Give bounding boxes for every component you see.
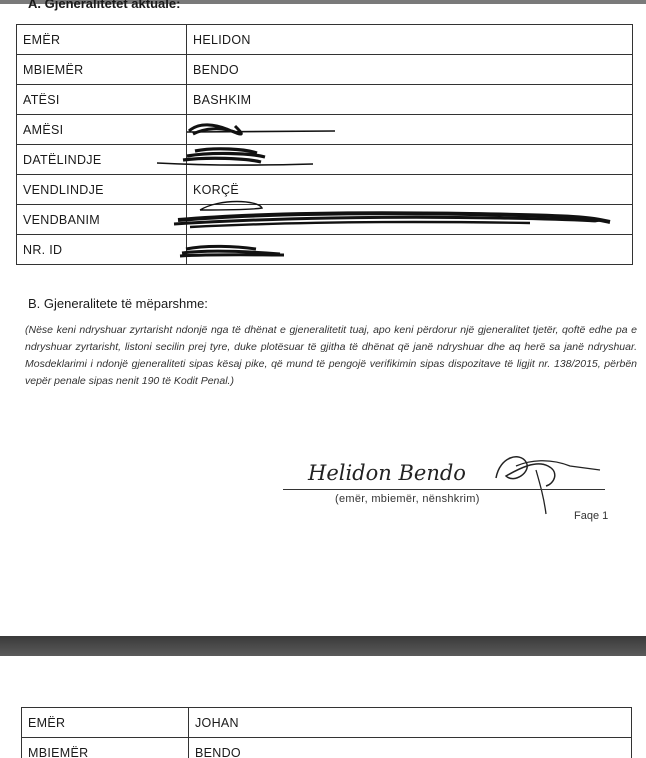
- row-label: MBIEMËR: [17, 55, 187, 85]
- row-label: ATËSI: [17, 85, 187, 115]
- row-label: VENDLINDJE: [17, 175, 187, 205]
- table-row: [17, 85, 633, 115]
- redaction-scribble-mother-name: [185, 118, 345, 142]
- redaction-scribble-residence: [170, 196, 620, 236]
- section-a-title: A. Gjeneralitetet aktuale:: [28, 0, 181, 11]
- table-row: [22, 738, 632, 758]
- row-value: BENDO: [189, 738, 632, 758]
- handwritten-signature: [300, 448, 610, 520]
- previous-generalities-table: [21, 707, 632, 758]
- row-label: MBIEMËR: [22, 738, 189, 758]
- row-value: KORÇË: [187, 175, 633, 205]
- row-label: VENDBANIM: [17, 205, 187, 235]
- instruction-note: (Nëse keni ndryshuar zyrtarisht ndonjë nga të dhënat e gjeneralitetit tuaj, apo keni përdorur një gjeneralitet tjetër, qoftë edhe pa e ndryshuar zyrtarisht, listoni secilin prej tyre, duke plotësuar të gjitha të dhënat që janë ndryshuar dhe aq herë sa janë ndryshuar. Mosdeklarimi i ndonjë gjeneraliteti sipas kësaj pike, që mund të pengojë verifikimin sipas dispozitave të ligjit nr. 138/2015, përbën vepër penale sipas nenit 190 të Kodit Penal.): [25, 324, 637, 387]
- table-row: [17, 55, 633, 85]
- row-value: JOHAN: [189, 708, 632, 738]
- row-label: EMËR: [17, 25, 187, 55]
- redaction-scribble-id-number: [176, 241, 296, 263]
- row-label: NR. ID: [17, 235, 187, 265]
- table-row: [22, 708, 632, 738]
- table-row: [17, 25, 633, 55]
- row-value: BENDO: [187, 55, 633, 85]
- row-label: AMËSI: [17, 115, 187, 145]
- row-value: HELIDON: [187, 25, 633, 55]
- row-value: BASHKIM: [187, 85, 633, 115]
- page-number: Faqe 1: [574, 510, 609, 522]
- document-page-2: [0, 656, 646, 758]
- row-label: EMËR: [22, 708, 189, 738]
- signature-text: Helidon Bendo: [308, 461, 466, 485]
- signature-line: [283, 489, 605, 490]
- signature-image: [307, 461, 466, 485]
- row-label: DATËLINDJE: [17, 145, 187, 175]
- signature-caption: (emër, mbiemër, nënshkrim): [335, 493, 480, 505]
- redaction-scribble-birth-date: [155, 145, 325, 171]
- section-b-title: B. Gjeneralitete të mëparshme:: [28, 296, 208, 311]
- table-row: [17, 235, 633, 265]
- page-separator: [0, 636, 646, 656]
